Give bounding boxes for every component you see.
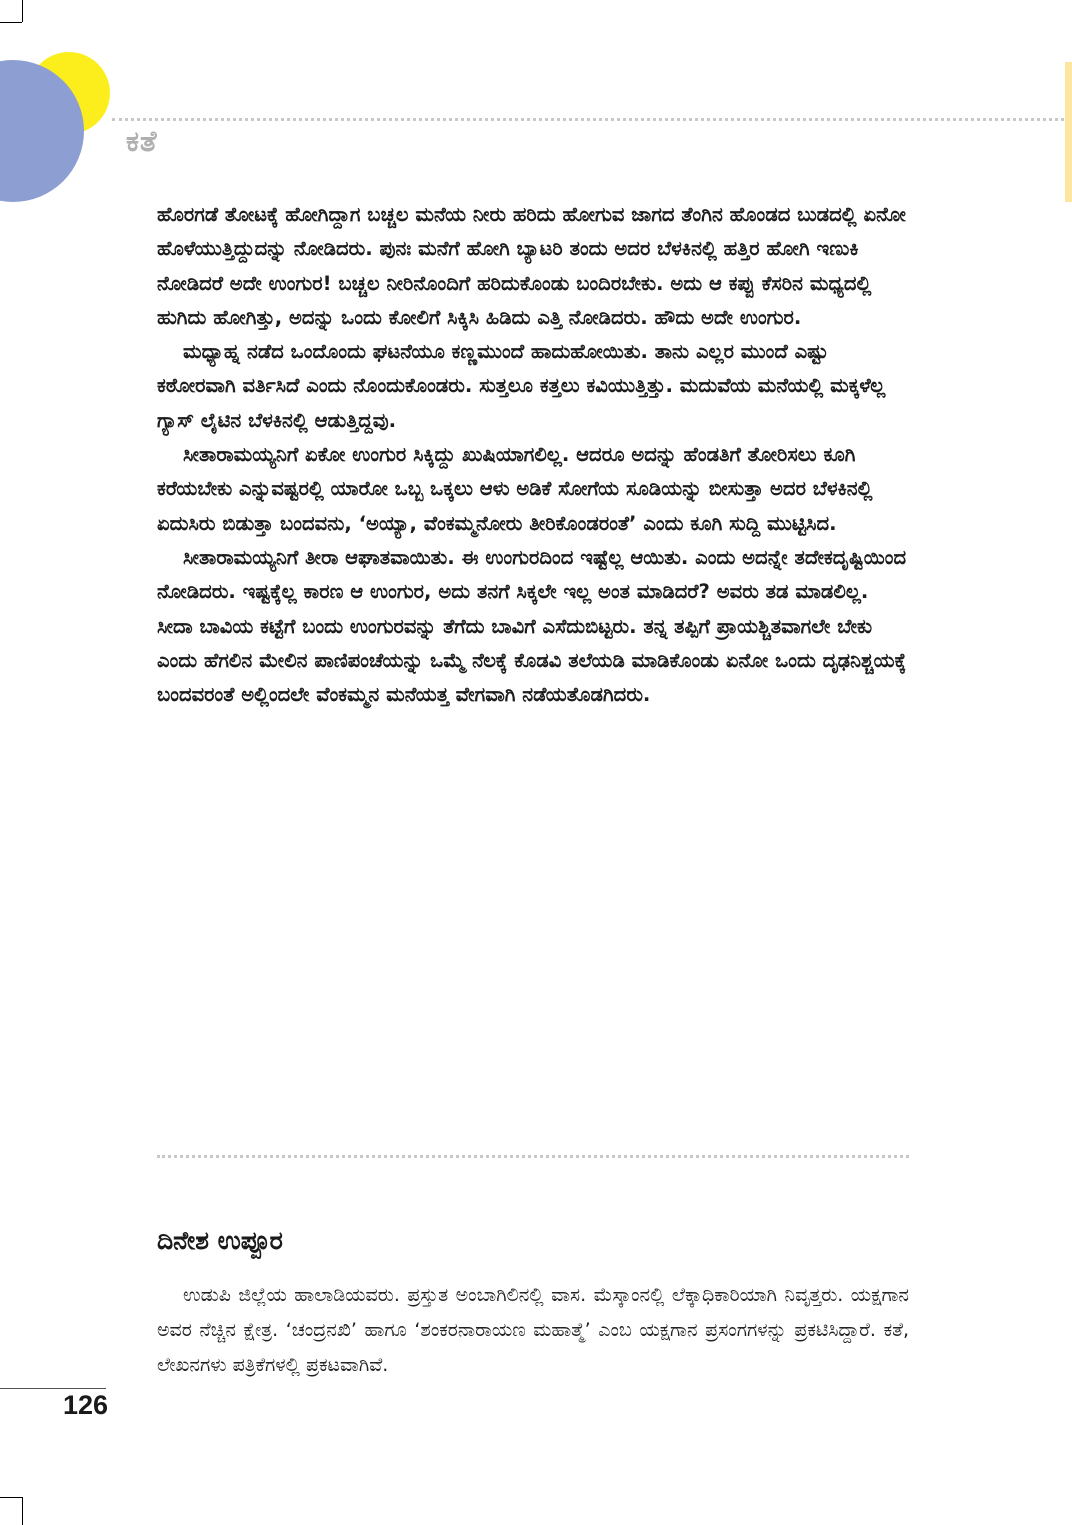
side-accent-bar (1065, 62, 1072, 202)
story-body (157, 198, 909, 712)
story-paragraph: ಮಧ್ಯಾಹ್ನ ನಡೆದ ಒಂದೊಂದು ಘಟನೆಯೂ ಕಣ್ಣಮುಂದೆ ಹಾದುಹೋಯಿತು. ತಾನು ಎಲ್ಲರ ಮುಂದೆ ಎಷ್ಟು ಕಠೋರವಾಗಿ ವರ್ತಿಸಿದೆ ಎಂದು ನೊಂದುಕೊಂಡರು. ಸುತ್ತಲೂ ಕತ್ತಲು ಕವಿಯುತ್ತಿತ್ತು. ಮದುವೆಯ ಮನೆಯಲ್ಲಿ ಮಕ್ಕಳೆಲ್ಲ ಗ್ಯಾಸ್ ಲೈಟಿನ ಬೆಳಕಿನಲ್ಲಿ ಆಡುತ್ತಿದ್ದವು. (157, 340, 886, 432)
author-bio: ಉಡುಪಿ ಜಿಲ್ಲೆಯ ಹಾಲಾಡಿಯವರು. ಪ್ರಸ್ತುತ ಅಂಬಾಗಿಲಿನಲ್ಲಿ ವಾಸ. ಮೆಸ್ಕಾಂನಲ್ಲಿ ಲೆಕ್ಕಾಧಿಕಾರಿಯಾಗಿ ನಿವೃತ್ತರು. ಯಕ್ಷಗಾನ ಅವರ ನೆಚ್ಚಿನ ಕ್ಷೇತ್ರ. ‘ಚಂದ್ರನಖಿ’ ಹಾಗೂ ‘ಶಂಕರನಾರಾಯಣ ಮಹಾತ್ಮೆ’ ಎಂಬ ಯಕ್ಷಗಾನ ಪ್ರಸಂಗಗಳನ್ನು ಪ್ರಕಟಿಸಿದ್ದಾರೆ. ಕತೆ, ಲೇಖನಗಳು ಪತ್ರಿಕೆಗಳಲ್ಲಿ ಪ್ರಕಟವಾಗಿವೆ. (157, 1284, 909, 1376)
crop-mark-top (0, 22, 22, 23)
story-paragraph: ಸೀತಾರಾಮಯ್ಯನಿಗೆ ತೀರಾ ಆಘಾತವಾಯಿತು. ಈ ಉಂಗುರದಿಂದ ಇಷ್ಟೆಲ್ಲ ಆಯಿತು. ಎಂದು ಅದನ್ನೇ ತದೇಕದೃಷ್ಟಿಯಿಂದ ನೋಡಿದರು. ಇಷ್ಟಕ್ಕೆಲ್ಲ ಕಾರಣ ಆ ಉಂಗುರ, ಅದು ತನಗೆ ಸಿಕ್ಕಲೇ ಇಲ್ಲ ಅಂತ ಮಾಡಿದರೆ? ಅವರು ತಡ ಮಾಡಲಿಲ್ಲ. ಸೀದಾ ಬಾವಿಯ ಕಟ್ಟೆಗೆ ಬಂದು ಉಂಗುರವನ್ನು ತೆಗೆದು ಬಾವಿಗೆ ಎಸೆದುಬಿಟ್ಟರು. ತನ್ನ ತಪ್ಪಿಗೆ ಪ್ರಾಯಶ್ಚಿತವಾಗಲೇ ಬೇಕು ಎಂದು ಹೆಗಲಿನ ಮೇಲಿನ ಪಾಣಿಪಂಚೆಯನ್ನು ಒಮ್ಮೆ ನೆಲಕ್ಕೆ ಕೊಡವಿ ತಲೆಯಡಿ ಮಾಡಿಕೊಂಡು ಏನೋ ಒಂದು ದೃಢನಿಶ್ಚಯಕ್ಕೆ ಬಂದವರಂತೆ ಅಲ್ಲಿಂದಲೇ ವೆಂಕಮ್ಮನ ಮನೆಯತ್ತ ವೇಗವಾಗಿ ನಡೆಯತೊಡಗಿದರು. (157, 545, 907, 707)
page-number: 126 (63, 1390, 109, 1420)
header-dotted-divider (112, 118, 1064, 121)
story-paragraph: ಸೀತಾರಾಮಯ್ಯನಿಗೆ ಏಕೋ ಉಂಗುರ ಸಿಕ್ಕಿದ್ದು ಖುಷಿಯಾಗಲಿಲ್ಲ. ಆದರೂ ಅದನ್ನು ಹೆಂಡತಿಗೆ ತೋರಿಸಲು ಕೂಗಿ ಕರೆಯಬೇಕು ಎನ್ನುವಷ್ಟರಲ್ಲಿ ಯಾರೋ ಒಬ್ಬ ಒಕ್ಕಲು ಆಳು ಅಡಿಕೆ ಸೋಗೆಯ ಸೂಡಿಯನ್ನು ಬೀಸುತ್ತಾ ಅದರ ಬೆಳಕಿನಲ್ಲಿ ಏದುಸಿರು ಬಿಡುತ್ತಾ ಬಂದವನು, ‘ಅಯ್ಯಾ, ವೆಂಕಮ್ಮನೋರು ತೀರಿಕೊಂಡರಂತೆ’ ಎಂದು ಕೂಗಿ ಸುದ್ದಿ ಮುಟ್ಟಿಸಿದ. (157, 443, 873, 535)
crop-mark-bottom-vertical (22, 1497, 23, 1525)
crop-mark-bottom (0, 1497, 22, 1498)
author-dotted-divider (157, 1155, 909, 1158)
story-paragraph: ಹೊರಗಡೆ ತೋಟಕ್ಕೆ ಹೋಗಿದ್ದಾಗ ಬಚ್ಚಲ ಮನೆಯ ನೀರು ಹರಿದು ಹೋಗುವ ಜಾಗದ ತೆಂಗಿನ ಹೊಂಡದ ಬುಡದಲ್ಲಿ ಏನೋ ಹೊಳೆಯುತ್ತಿದ್ದುದನ್ನು ನೋಡಿದರು. ಪುನಃ ಮನೆಗೆ ಹೋಗಿ ಬ್ಯಾಟರಿ ತಂದು ಅದರ ಬೆಳಕಿನಲ್ಲಿ ಹತ್ತಿರ ಹೋಗಿ ಇಣುಕಿ ನೋಡಿದರೆ ಅದೇ ಉಂಗುರ! ಬಚ್ಚಲ ನೀರಿನೊಂದಿಗೆ ಹರಿದುಕೊಂಡು ಬಂದಿರಬೇಕು. ಅದು ಆ ಕಪ್ಪು ಕೆಸರಿನ ಮಧ್ಯದಲ್ಲಿ ಹುಗಿದು ಹೋಗಿತ್ತು, ಅದನ್ನು ಒಂದು ಕೋಲಿಗೆ ಸಿಕ್ಕಿಸಿ ಹಿಡಿದು ಎತ್ತಿ ನೋಡಿದರು. ಹೌದು ಅದೇ ಉಂಗುರ. (157, 203, 906, 329)
crop-mark-top-vertical (22, 0, 23, 22)
section-label: ಕತೆ (126, 124, 158, 158)
author-name: ದಿನೇಶ ಉಪ್ಪೂರ (157, 1226, 283, 1255)
page-number-rule (0, 1388, 106, 1389)
